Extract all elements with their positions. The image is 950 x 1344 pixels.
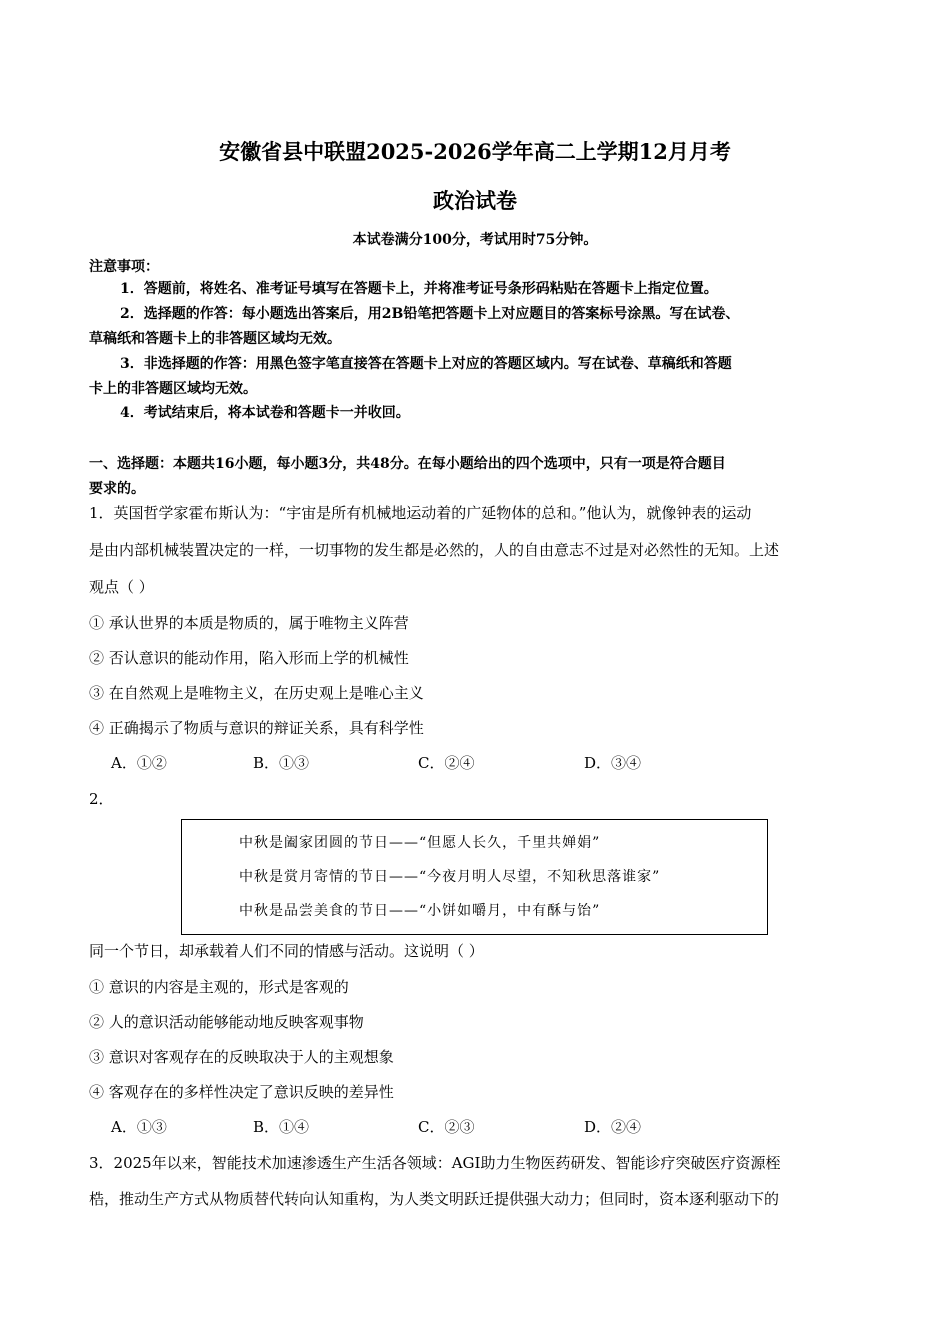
notice-line: 1．答题前，将姓名、准考证号填写在答题卡上，并将准考证号条形码粘贴在答题卡上指定位置。 bbox=[120, 281, 718, 297]
notice-line: 4．考试结束后，将本试卷和答题卡一并收回。 bbox=[120, 405, 410, 421]
question-1-stem: 是由内部机械装置决定的一样，一切事物的发生都是必然的，人的自由意志不过是对必然性的无知。上述 bbox=[89, 541, 780, 559]
question-1-option-b[interactable]: B．①③ bbox=[253, 754, 310, 772]
question-2-option-d[interactable]: D．②④ bbox=[584, 1118, 642, 1136]
notice-line: 卡上的非答题区域均无效。 bbox=[89, 381, 257, 397]
notice-heading: 注意事项： bbox=[89, 259, 159, 275]
section-heading: 要求的。 bbox=[89, 481, 145, 497]
question-2-stem: 同一个节日，却承载着人们不同的情感与活动。这说明（ ） bbox=[89, 942, 484, 960]
poem-line: 中秋是品尝美食的节日——“小饼如嚼月，中有酥与饴” bbox=[239, 903, 601, 919]
question-1-statement: ③ 在自然观上是唯物主义，在历史观上是唯心主义 bbox=[89, 684, 424, 702]
exam-subject: 政治试卷 bbox=[433, 188, 517, 213]
poem-line: 中秋是赏月寄情的节日——“今夜月明人尽望，不知秋思落谁家” bbox=[239, 869, 661, 885]
exam-info: 本试卷满分100分，考试用时75分钟。 bbox=[352, 232, 598, 248]
question-2-statement: ① 意识的内容是主观的，形式是客观的 bbox=[89, 978, 349, 996]
exam-title: 安徽省县中联盟2025-2026学年高二上学期12月月考 bbox=[219, 139, 731, 164]
poem-box bbox=[181, 819, 768, 935]
poem-line: 中秋是阖家团圆的节日——“但愿人长久，千里共婵娟” bbox=[239, 835, 601, 851]
question-1-option-d[interactable]: D．③④ bbox=[584, 754, 642, 772]
question-2-statement: ② 人的意识活动能够能动地反映客观事物 bbox=[89, 1013, 364, 1031]
question-2-number: 2． bbox=[89, 790, 114, 808]
question-1-statement: ② 否认意识的能动作用，陷入形而上学的机械性 bbox=[89, 649, 409, 667]
question-1-stem: 观点（ ） bbox=[89, 578, 154, 596]
question-2-statement: ④ 客观存在的多样性决定了意识反映的差异性 bbox=[89, 1083, 394, 1101]
question-1-option-a[interactable]: A．①② bbox=[111, 754, 167, 772]
question-1-statement: ① 承认世界的本质是物质的，属于唯物主义阵营 bbox=[89, 614, 409, 632]
notice-line: 草稿纸和答题卡上的非答题区域均无效。 bbox=[89, 331, 341, 347]
section-heading: 一、选择题：本题共16小题，每小题3分，共48分。在每小题给出的四个选项中，只有一项是符合题目 bbox=[89, 456, 726, 472]
question-1-stem: 1．英国哲学家霍布斯认为：“宇宙是所有机械地运动着的广延物体的总和。”他认为，就像钟表的运动 bbox=[89, 504, 752, 522]
question-3-stem: 梏，推动生产方式从物质替代转向认知重构，为人类文明跃迁提供强大动力；但同时，资本逐利驱动下的 bbox=[89, 1190, 780, 1208]
notice-line: 3．非选择题的作答：用黑色签字笔直接答在答题卡上对应的答题区域内。写在试卷、草稿纸和答题 bbox=[120, 356, 732, 372]
notice-line: 2．选择题的作答：每小题选出答案后，用2B铅笔把答题卡上对应题目的答案标号涂黑。写在试卷、 bbox=[120, 306, 740, 322]
question-2-option-c[interactable]: C．②③ bbox=[418, 1118, 475, 1136]
question-1-statement: ④ 正确揭示了物质与意识的辩证关系，具有科学性 bbox=[89, 719, 424, 737]
question-2-option-b[interactable]: B．①④ bbox=[253, 1118, 310, 1136]
question-2-statement: ③ 意识对客观存在的反映取决于人的主观想象 bbox=[89, 1048, 394, 1066]
question-3-stem: 3．2025年以来，智能技术加速渗透生产生活各领域：AGI助力生物医药研发、智能诊疗突破医疗资源桎 bbox=[89, 1154, 781, 1172]
question-2-option-a[interactable]: A．①③ bbox=[111, 1118, 167, 1136]
question-1-option-c[interactable]: C．②④ bbox=[418, 754, 475, 772]
